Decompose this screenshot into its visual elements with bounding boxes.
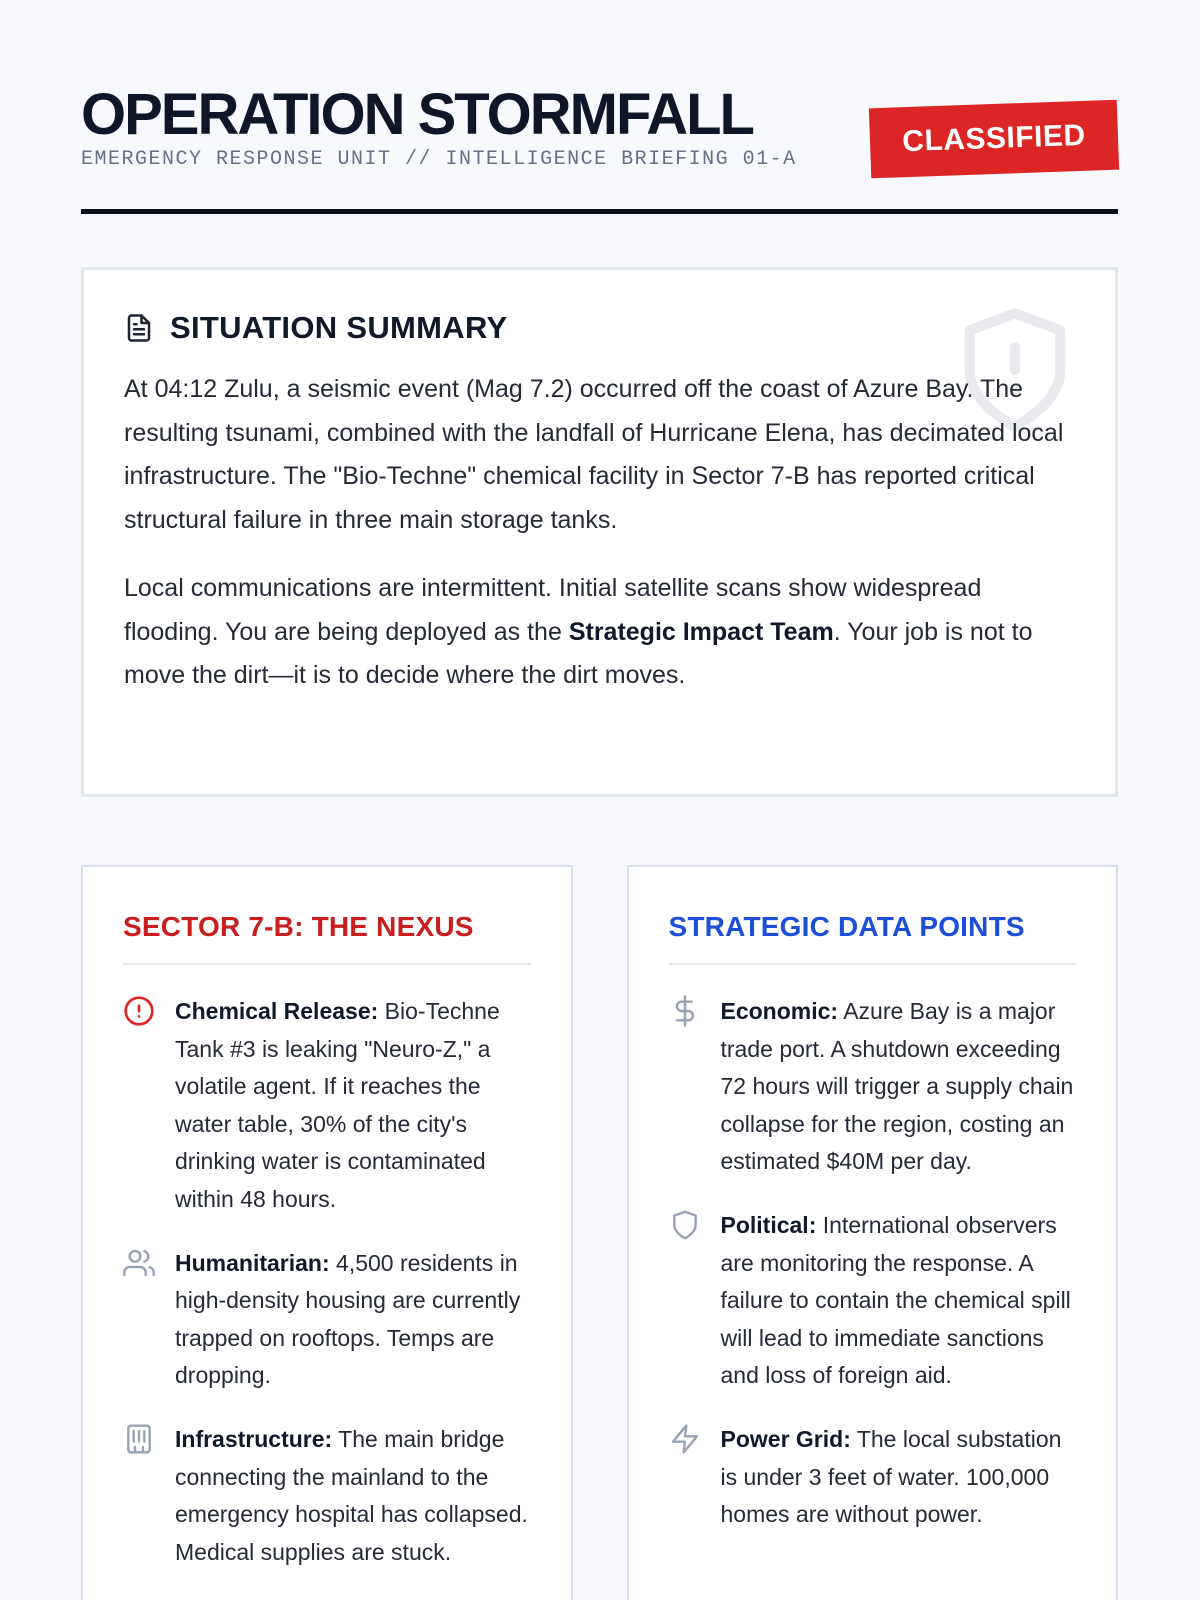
lightning-icon	[669, 1423, 701, 1455]
strategic-card	[627, 865, 1119, 1600]
item-text	[721, 1421, 1077, 1534]
users-icon	[123, 1247, 155, 1279]
list-item	[669, 1207, 1077, 1395]
detail-columns	[81, 865, 1118, 1600]
summary-header	[124, 310, 1075, 346]
strategic-title: STRATEGIC DATA POINTS	[669, 911, 1077, 965]
item-text	[175, 993, 531, 1219]
sector-title: SECTOR 7-B: THE NEXUS	[123, 911, 531, 965]
building-icon	[123, 1423, 155, 1455]
item-label: Chemical Release:	[175, 998, 379, 1024]
item-label: Infrastructure:	[175, 1425, 333, 1452]
document-icon	[124, 312, 154, 344]
dollar-icon	[669, 995, 701, 1027]
summary-title: SITUATION SUMMARY	[170, 310, 508, 345]
item-body: Bio-Techne Tank #3 is leaking "Neuro-Z," a volatile agent. If it reaches the water table, 30% of the city's drinking water is contaminated within 48 hours.	[175, 998, 500, 1212]
item-text	[175, 1245, 531, 1395]
item-label: Economic:	[720, 998, 839, 1024]
item-label: Humanitarian:	[175, 1249, 330, 1276]
item-body: International observers are monitoring the response. A failure to contain the chemical spill will lead to immediate sanctions and loss of foreign aid.	[720, 1211, 1071, 1389]
strategic-impact-team-emphasis: Strategic Impact Team	[568, 617, 834, 646]
list-item	[123, 1421, 531, 1571]
item-text	[721, 993, 1077, 1181]
summary-paragraph-2	[124, 567, 1075, 698]
classified-stamp: CLASSIFIED	[869, 100, 1119, 179]
list-item	[123, 1245, 531, 1395]
summary-paragraph-2-end: . Your job is not to move the dirt—it is to decide where the dirt moves.	[124, 617, 1033, 689]
page-title: OPERATION STORMFALL	[81, 82, 753, 147]
sector-card	[81, 865, 573, 1600]
list-item	[669, 1421, 1077, 1534]
item-text	[175, 1421, 531, 1571]
item-body: The main bridge connecting the mainland to the emergency hospital has collapsed. Medical supplies are stuck.	[175, 1425, 528, 1565]
alert-circle-icon	[123, 995, 155, 1027]
list-item	[669, 993, 1077, 1181]
summary-paragraph-1: At 04:12 Zulu, a seismic event (Mag 7.2) occurred off the coast of Azure Bay. The resulting tsunami, combined with the landfall of Hurricane Elena, has decimated local infrastructure. The "Bio-Techne" chemical facility in Sector 7-B has reported critical structural failure in three main storage tanks.	[124, 375, 1064, 534]
situation-summary-card	[81, 267, 1118, 797]
item-text	[721, 1207, 1077, 1395]
briefing-header	[81, 0, 1118, 214]
list-item	[123, 993, 531, 1219]
page-subtitle: EMERGENCY RESPONSE UNIT // INTELLIGENCE BRIEFING 01-A	[81, 148, 797, 171]
summary-paragraph-2-start: Local communications are intermittent. Initial satellite scans show widespread flooding. You are being deployed as the	[124, 574, 982, 646]
item-label: Power Grid:	[720, 1425, 851, 1452]
item-body: The local substation is under 3 feet of water. 100,000 homes are without power.	[720, 1425, 1062, 1528]
item-label: Political:	[720, 1211, 817, 1238]
item-body: Azure Bay is a major trade port. A shutdown exceeding 72 hours will trigger a supply chain collapse for the region, costing an estimated $40M per day.	[720, 998, 1074, 1175]
item-body: 4,500 residents in high-density housing are currently trapped on rooftops. Temps are dropping.	[175, 1249, 521, 1389]
shield-icon	[669, 1209, 701, 1241]
